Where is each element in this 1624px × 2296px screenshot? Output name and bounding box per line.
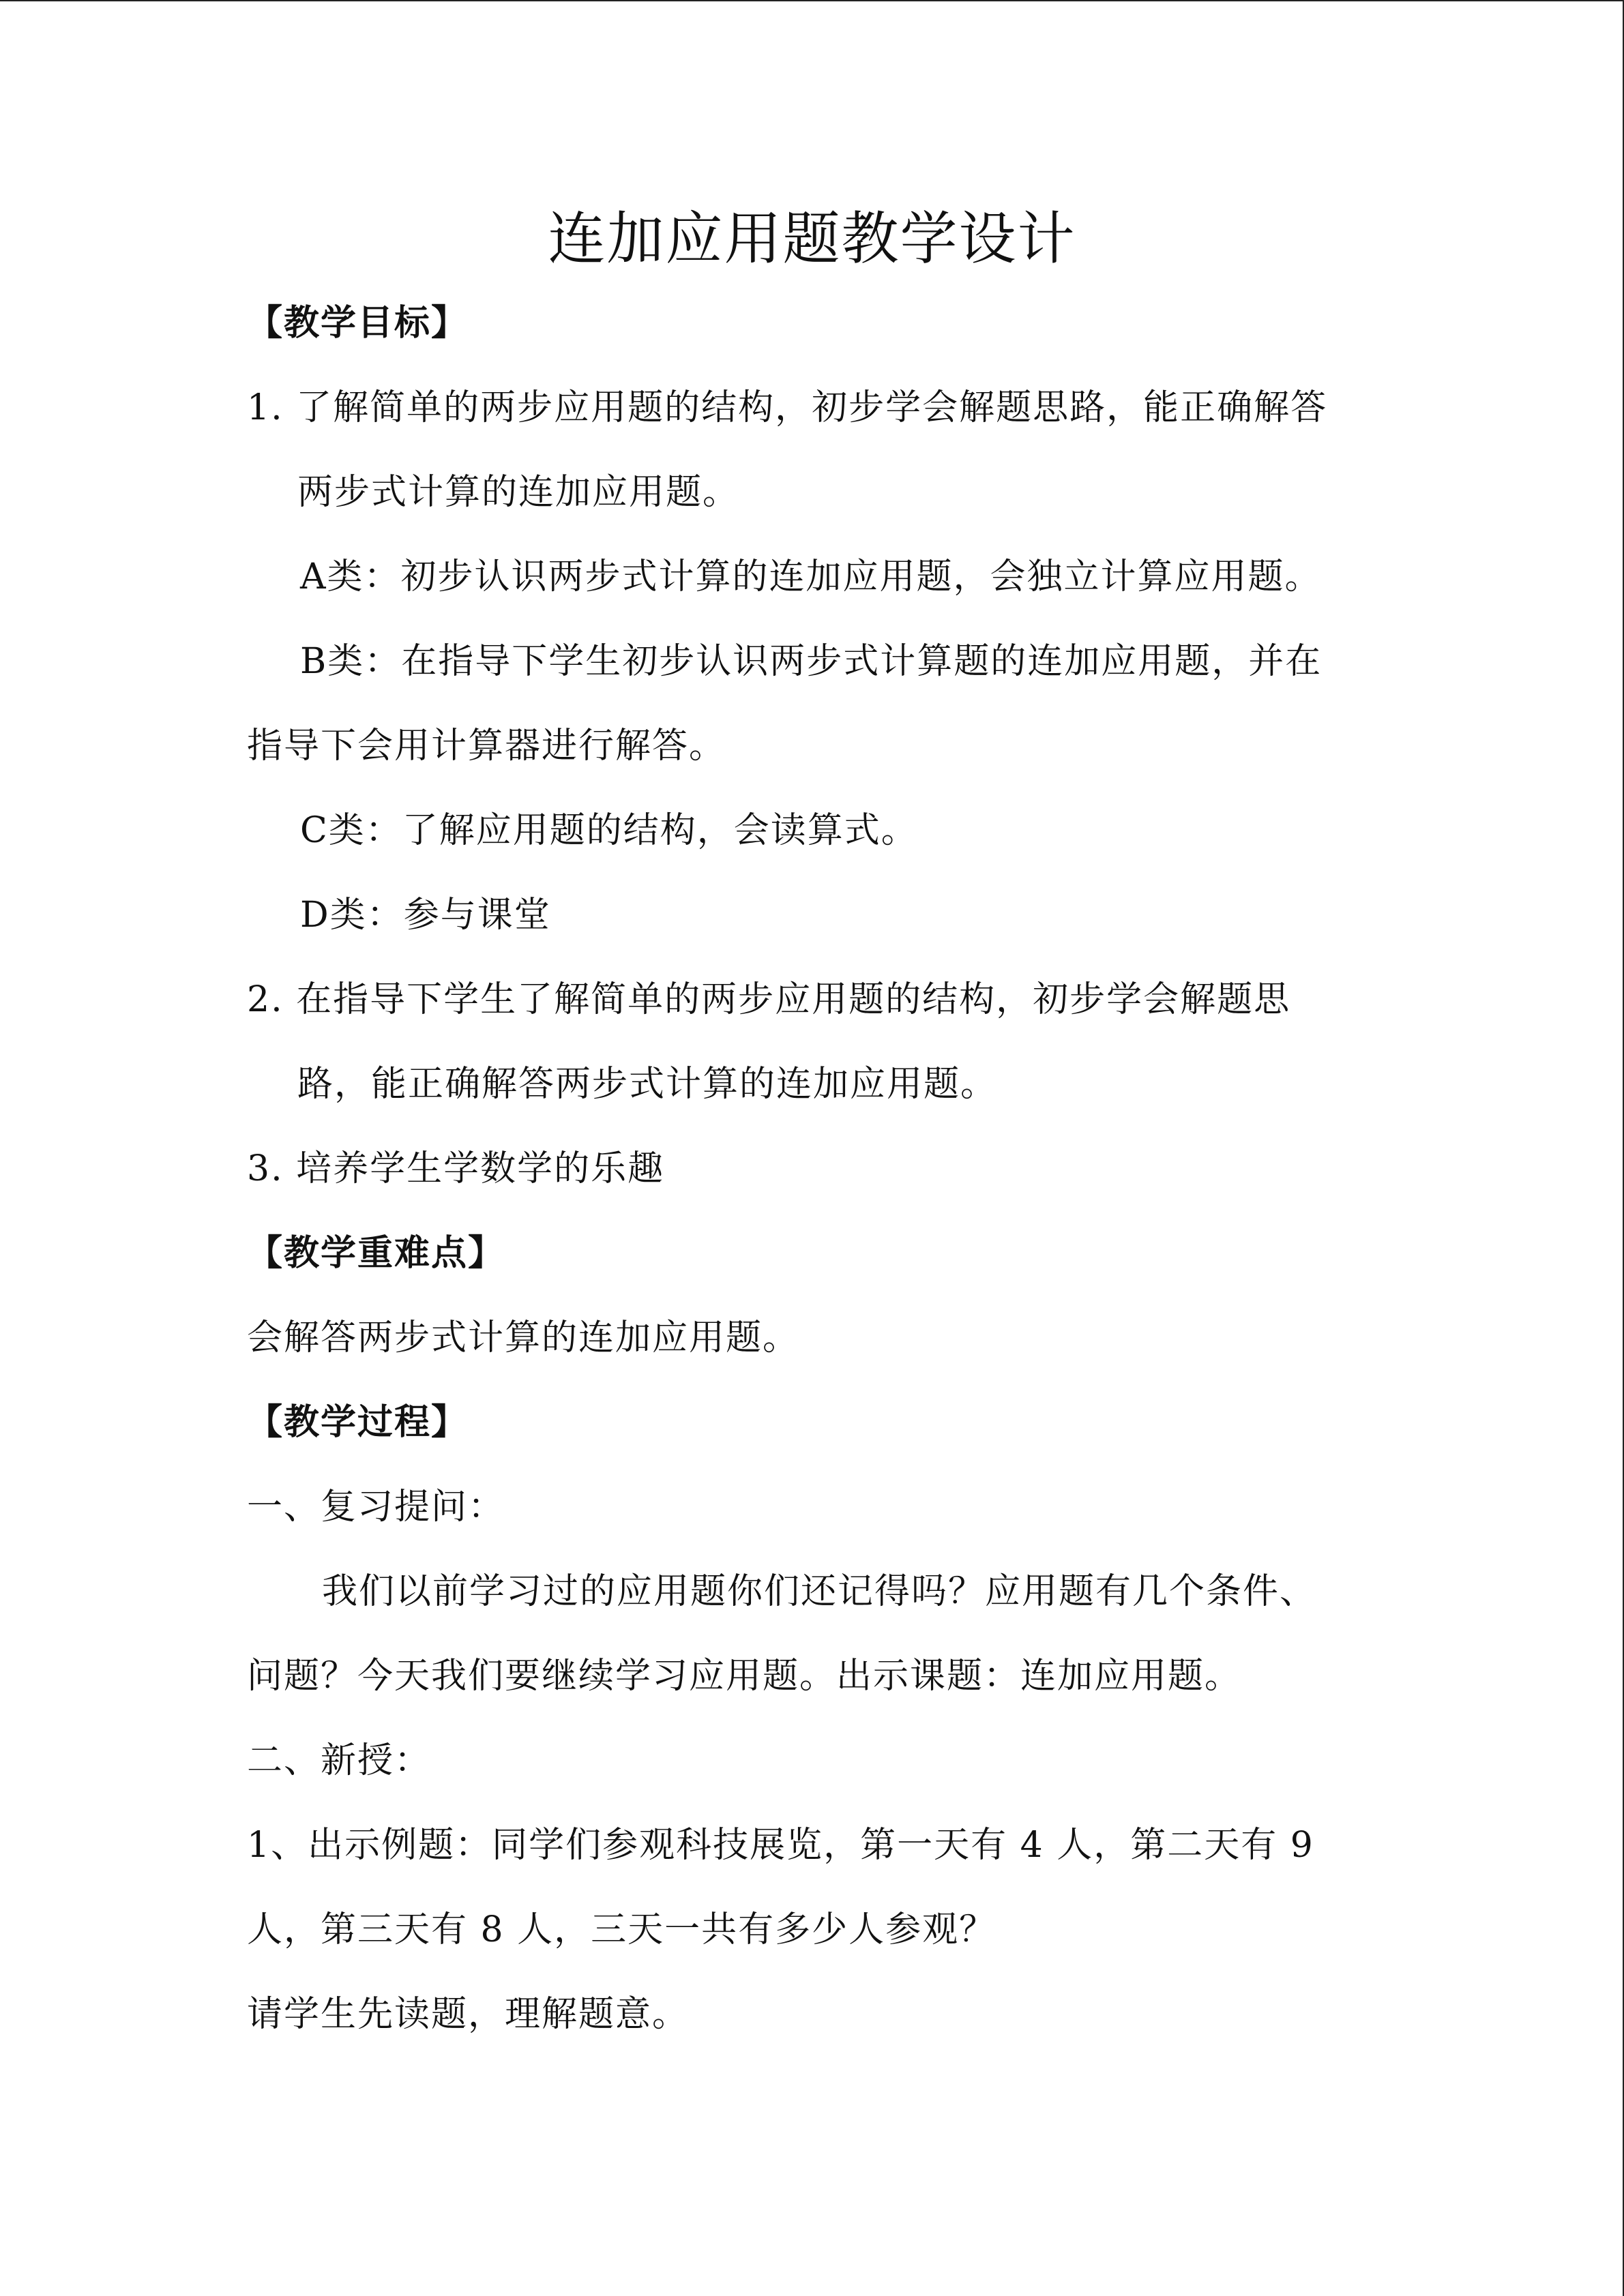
- review-paragraph-line-1: 我们以前学习过的应用题你们还记得吗？应用题有几个条件、: [322, 1571, 1317, 1612]
- class-d-text: D类：参与课堂: [300, 895, 551, 936]
- review-paragraph-line-2: 问题？今天我们要继续学习应用题。出示课题：连加应用题。: [247, 1656, 1242, 1697]
- goal-2-line-2: 路，能正确解答两步式计算的连加应用题。: [297, 1064, 998, 1105]
- example-line-2: 人，第三天有 8 人，三天一共有多少人参观？: [247, 1909, 996, 1950]
- class-c-text: C类：了解应用题的结构，会读算式。: [300, 810, 918, 851]
- class-b-line-1: B类：在指导下学生初步认识两步式计算题的连加应用题，并在: [300, 641, 1323, 682]
- page-top-border: [0, 0, 1624, 1]
- key-points-heading: 【教学重难点】: [247, 1233, 505, 1274]
- document-title: 连加应用题教学设计: [548, 205, 1076, 272]
- class-a-text: A类：初步认识两步式计算的连加应用题，会独立计算应用题。: [300, 556, 1322, 597]
- goal-3-text: 3. 培养学生学数学的乐趣: [247, 1148, 665, 1189]
- class-b-line-2: 指导下会用计算器进行解答。: [247, 726, 726, 766]
- review-heading: 一、复习提问：: [247, 1487, 505, 1527]
- example-line-1: 1、出示例题：同学们参观科技展览，第一天有 4 人，第二天有 9: [247, 1825, 1314, 1866]
- goals-heading: 【教学目标】: [247, 303, 469, 344]
- instruction-text: 请学生先读题，理解题意。: [247, 1994, 690, 2035]
- goal-1-line-1: 1. 了解简单的两步应用题的结构，初步学会解题思路，能正确解答: [247, 387, 1328, 428]
- key-points-text: 会解答两步式计算的连加应用题。: [247, 1317, 800, 1358]
- goal-1-line-2: 两步式计算的连加应用题。: [297, 472, 740, 513]
- goal-2-line-1: 2. 在指导下学生了解简单的两步应用题的结构，初步学会解题思: [247, 979, 1291, 1020]
- new-lesson-heading: 二、新授：: [247, 1740, 432, 1781]
- process-heading: 【教学过程】: [247, 1402, 469, 1443]
